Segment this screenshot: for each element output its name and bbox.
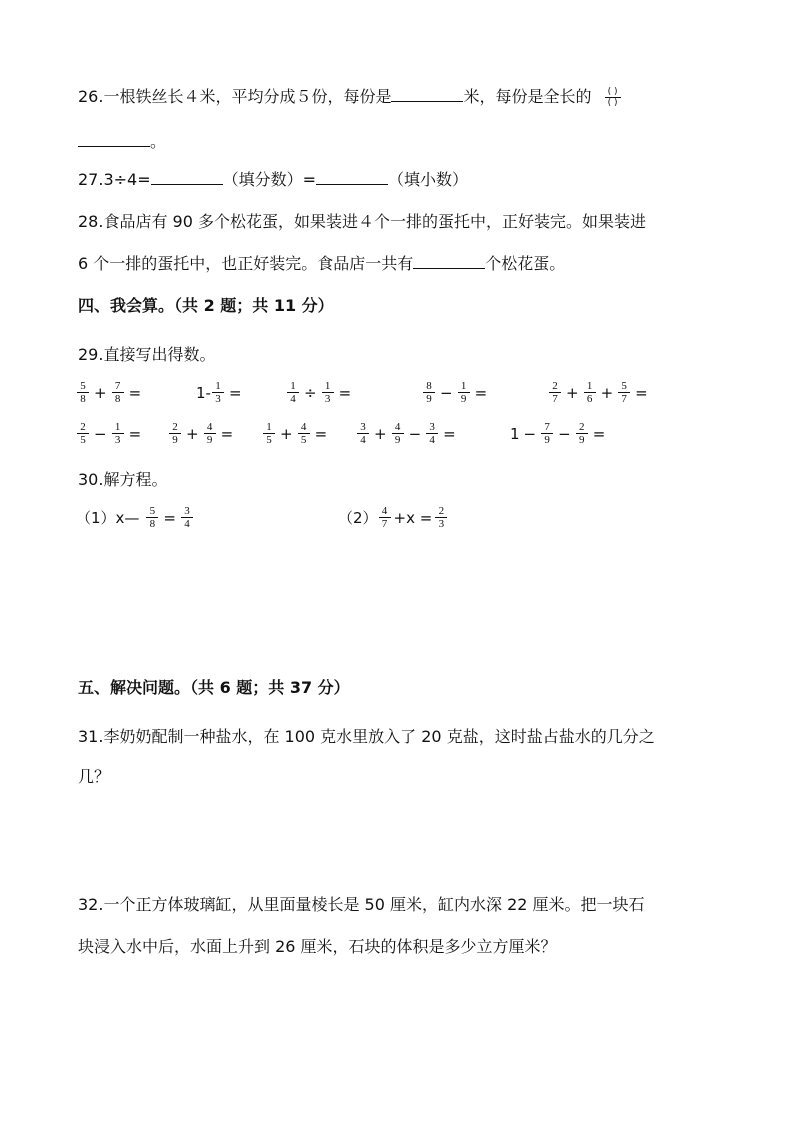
q28-line1: 28.食品店有 90 多个松花蛋，如果装进４个一排的蛋托中，正好装完。如果装进 [78,212,646,231]
q26-blank-2[interactable] [78,132,150,147]
operator: = [314,424,328,443]
question-27 [78,170,468,190]
fraction: $\frac{5}{8}$ [147,505,157,530]
operator: = [228,383,242,402]
fraction: $\frac{1}{4}$ [288,380,298,405]
operator: + [374,424,387,443]
operator: = [128,424,142,443]
calc-r1-e2: 1- $\frac{1}{3}$ = [196,380,242,405]
operator: + [600,383,614,402]
fraction: $\frac{1}{3}$ [213,380,223,405]
fraction: $\frac{5}{7}$ [619,380,629,405]
operator: − [558,424,571,443]
section-5-title: 五、解决问题。（共 6 题；共 37 分） [78,678,350,697]
q27-text-c: （填小数） [388,170,469,189]
operator: = [163,508,176,527]
operator: = [635,383,648,402]
fraction: $\frac{4}{9}$ [205,421,215,446]
calc-r2-e4 [356,421,460,446]
q27-text: 27.3÷4= [78,170,151,189]
fraction: $\frac{4}{7}$ [380,505,390,530]
fraction: $\frac{3}{4}$ [182,505,192,530]
question-31: 31.李奶奶配制一种盐水，在 100 克水里放入了 20 克盐，这时盐占盐水的几分之 [78,727,655,746]
operator: = [338,383,352,402]
operator: − [408,424,422,443]
fraction: $\frac{3}{4}$ [358,421,368,446]
fraction: $\frac{2}{7}$ [550,380,560,405]
fraction: $\frac{7}{8}$ [113,380,123,405]
q27-blank-1[interactable] [151,170,223,185]
fraction: $\frac{1}{6}$ [585,380,595,405]
q26-den-paren: ( ) [607,98,618,108]
fraction: $\frac{2}{3}$ [436,505,446,530]
q26-text-b: 米，每份是全长的 [463,87,592,106]
operator: + [186,424,199,443]
fraction: $\frac{1}{3}$ [113,421,123,446]
fraction: $\frac{4}{5}$ [299,421,309,446]
operator: = [220,424,234,443]
fraction: $\frac{2}{9}$ [577,421,587,446]
operator: + [94,383,107,402]
operator: ÷ [304,383,317,402]
operator: − [440,383,453,402]
q26-end: 。 [150,132,167,151]
question-32-cont: 块浸入水中后，水面上升到 26 厘米，石块的体积是多少立方厘米？ [78,937,557,956]
calc-r1-e4 [422,380,491,405]
question-28 [78,212,646,232]
section-4-title: 四、我会算。（共 2 题；共 11 分） [78,296,334,315]
q26-text: 26.一根铁丝长４米，平均分成５份，每份是 [78,87,392,106]
calc-r2-e5: 1 − $\frac{7}{9}$ − $\frac{2}{9}$ = [510,421,606,446]
operator: = [592,424,606,443]
q27-blank-2[interactable] [316,170,388,185]
fraction: $\frac{1}{5}$ [264,421,274,446]
question-26-cont [78,132,166,152]
fraction: $\frac{1}{3}$ [323,380,333,405]
operator: = [128,383,142,402]
equation-1: （1）x— $\frac{5}{8}$ = $\frac{3}{4}$ [76,505,194,530]
question-32: 32.一个正方体玻璃缸，从里面量棱长是 50 厘米，缸内水深 22 厘米。把一块石 [78,895,645,914]
question-28-cont [78,254,565,274]
operator: = [474,383,488,402]
fraction: $\frac{5}{8}$ [78,380,88,405]
equation-2: （2） $\frac{4}{7}$ +x = $\frac{2}{3}$ [338,505,448,530]
fraction: $\frac{2}{9}$ [170,421,180,446]
question-30-title: 30.解方程。 [78,470,168,489]
question-29-title: 29.直接写出得数。 [78,345,216,364]
fraction: $\frac{2}{5}$ [78,421,88,446]
calc-r2-e1 [76,421,145,446]
question-31-cont: 几？ [78,767,111,786]
operator: + [280,424,293,443]
fraction: $\frac{3}{4}$ [427,421,437,446]
q27-text-b: （填分数）= [222,170,317,189]
fraction: $\frac{7}{9}$ [542,421,552,446]
operator: = [443,424,456,443]
calc-r1-e3 [286,380,355,405]
calc-r1-e1 [76,380,145,405]
q26-blank-1[interactable] [391,87,463,102]
calc-r2-e2 [168,421,237,446]
fraction: $\frac{4}{9}$ [393,421,403,446]
q28-blank[interactable] [413,254,485,269]
q26-fraction-blank[interactable] [605,87,621,108]
calc-r1-e5 [548,380,652,405]
question-26 [78,87,621,108]
q28-line2b: 个松花蛋。 [485,254,566,273]
calc-r2-e3 [262,421,331,446]
q26-num-paren: ( ) [607,87,618,97]
fraction: $\frac{8}{9}$ [424,380,434,405]
fraction: $\frac{1}{9}$ [459,380,469,405]
operator: + [566,383,579,402]
operator: − [523,424,537,443]
operator: − [94,424,107,443]
q28-line2a: 6 个一排的蛋托中，也正好装完。食品店一共有 [78,254,414,273]
